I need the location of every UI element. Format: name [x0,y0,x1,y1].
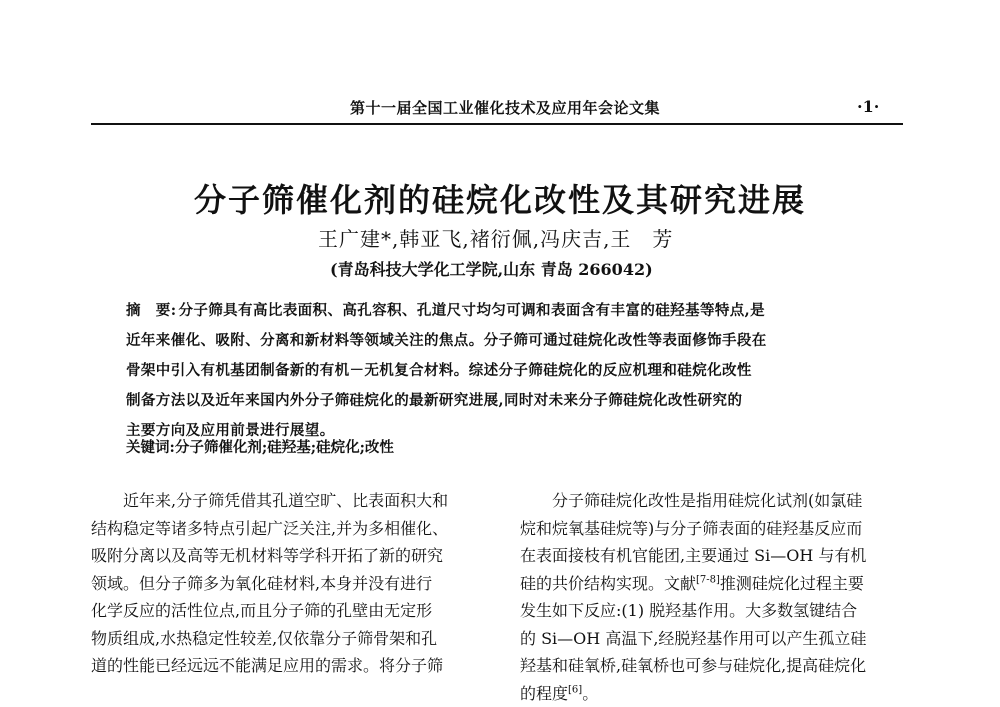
keywords-label: 关键词: [126,439,175,456]
header-rule [91,123,903,125]
body-line: 领域。但分子筛多为氧化硅材料,本身并没有进行 [91,570,483,598]
body-column-left [91,487,483,680]
body-line: 分子筛硅烷化改性是指用硅烷化试剂(如氯硅 [520,487,912,515]
abstract [126,296,876,446]
abstract-line: 骨架中引入有机基团制备新的有机－无机复合材料。综述分子筛硅烷化的反应机理和硅烷化改性 [126,356,876,386]
body-text: 。 [582,684,598,703]
keywords-text: 分子筛催化剂;硅羟基;硅烷化;改性 [175,439,394,456]
affiliation: (青岛科技大学化工学院,山东 青岛 266042) [330,257,653,280]
article-title: 分子筛催化剂的硅烷化改性及其研究进展 [0,175,1000,221]
body-column-right [520,487,912,707]
running-header: 第十一届全国工业催化技术及应用年会论文集 [350,97,660,118]
citation-ref: [7-8] [696,574,720,585]
body-text: 的程度 [520,684,568,703]
abstract-line: 制备方法以及近年来国内外分子筛硅烷化的最新研究进展,同时对未来分子筛硅烷化改性研究的 [126,386,876,416]
body-line: 物质组成,水热稳定性较差,仅依靠分子筛骨架和孔 [91,625,483,653]
abstract-text: 分子筛具有高比表面积、高孔容积、孔道尺寸均匀可调和表面含有丰富的硅羟基等特点,是 [178,302,765,319]
body-line [520,570,912,598]
body-line: 近年来,分子筛凭借其孔道空旷、比表面积大和 [91,487,483,515]
body-line: 烷和烷氧基硅烷等)与分子筛表面的硅羟基反应而 [520,515,912,543]
abstract-line: 主要方向及应用前景进行展望。 [126,416,876,446]
page-number: ·1· [857,97,879,116]
body-line [520,680,912,707]
body-line: 发生如下反应:(1) 脱羟基作用。大多数氢键结合 [520,597,912,625]
abstract-line [126,296,876,326]
body-text: 硅的共价结构实现。文献 [520,574,696,593]
body-line: 的 Si—OH 高温下,经脱羟基作用可以产生孤立硅 [520,625,912,653]
body-line: 道的性能已经远远不能满足应用的需求。将分子筛 [91,652,483,680]
abstract-label: 摘 要: [126,302,176,319]
body-line: 在表面接枝有机官能团,主要通过 Si—OH 与有机 [520,542,912,570]
body-text: 推测硅烷化过程主要 [720,574,864,593]
keywords [126,436,876,457]
author-list: 王广建*,韩亚飞,褚衍佩,冯庆吉,王 芳 [318,223,673,252]
body-line: 羟基和硅氧桥,硅氧桥也可参与硅烷化,提高硅烷化 [520,652,912,680]
body-line: 化学反应的活性位点,而且分子筛的孔壁由无定形 [91,597,483,625]
body-line: 结构稳定等诸多特点引起广泛关注,并为多相催化、 [91,515,483,543]
citation-ref: [6] [568,684,582,695]
abstract-line: 近年来催化、吸附、分离和新材料等领域关注的焦点。分子筛可通过硅烷化改性等表面修饰手段在 [126,326,876,356]
body-line: 吸附分离以及高等无机材料等学科开拓了新的研究 [91,542,483,570]
